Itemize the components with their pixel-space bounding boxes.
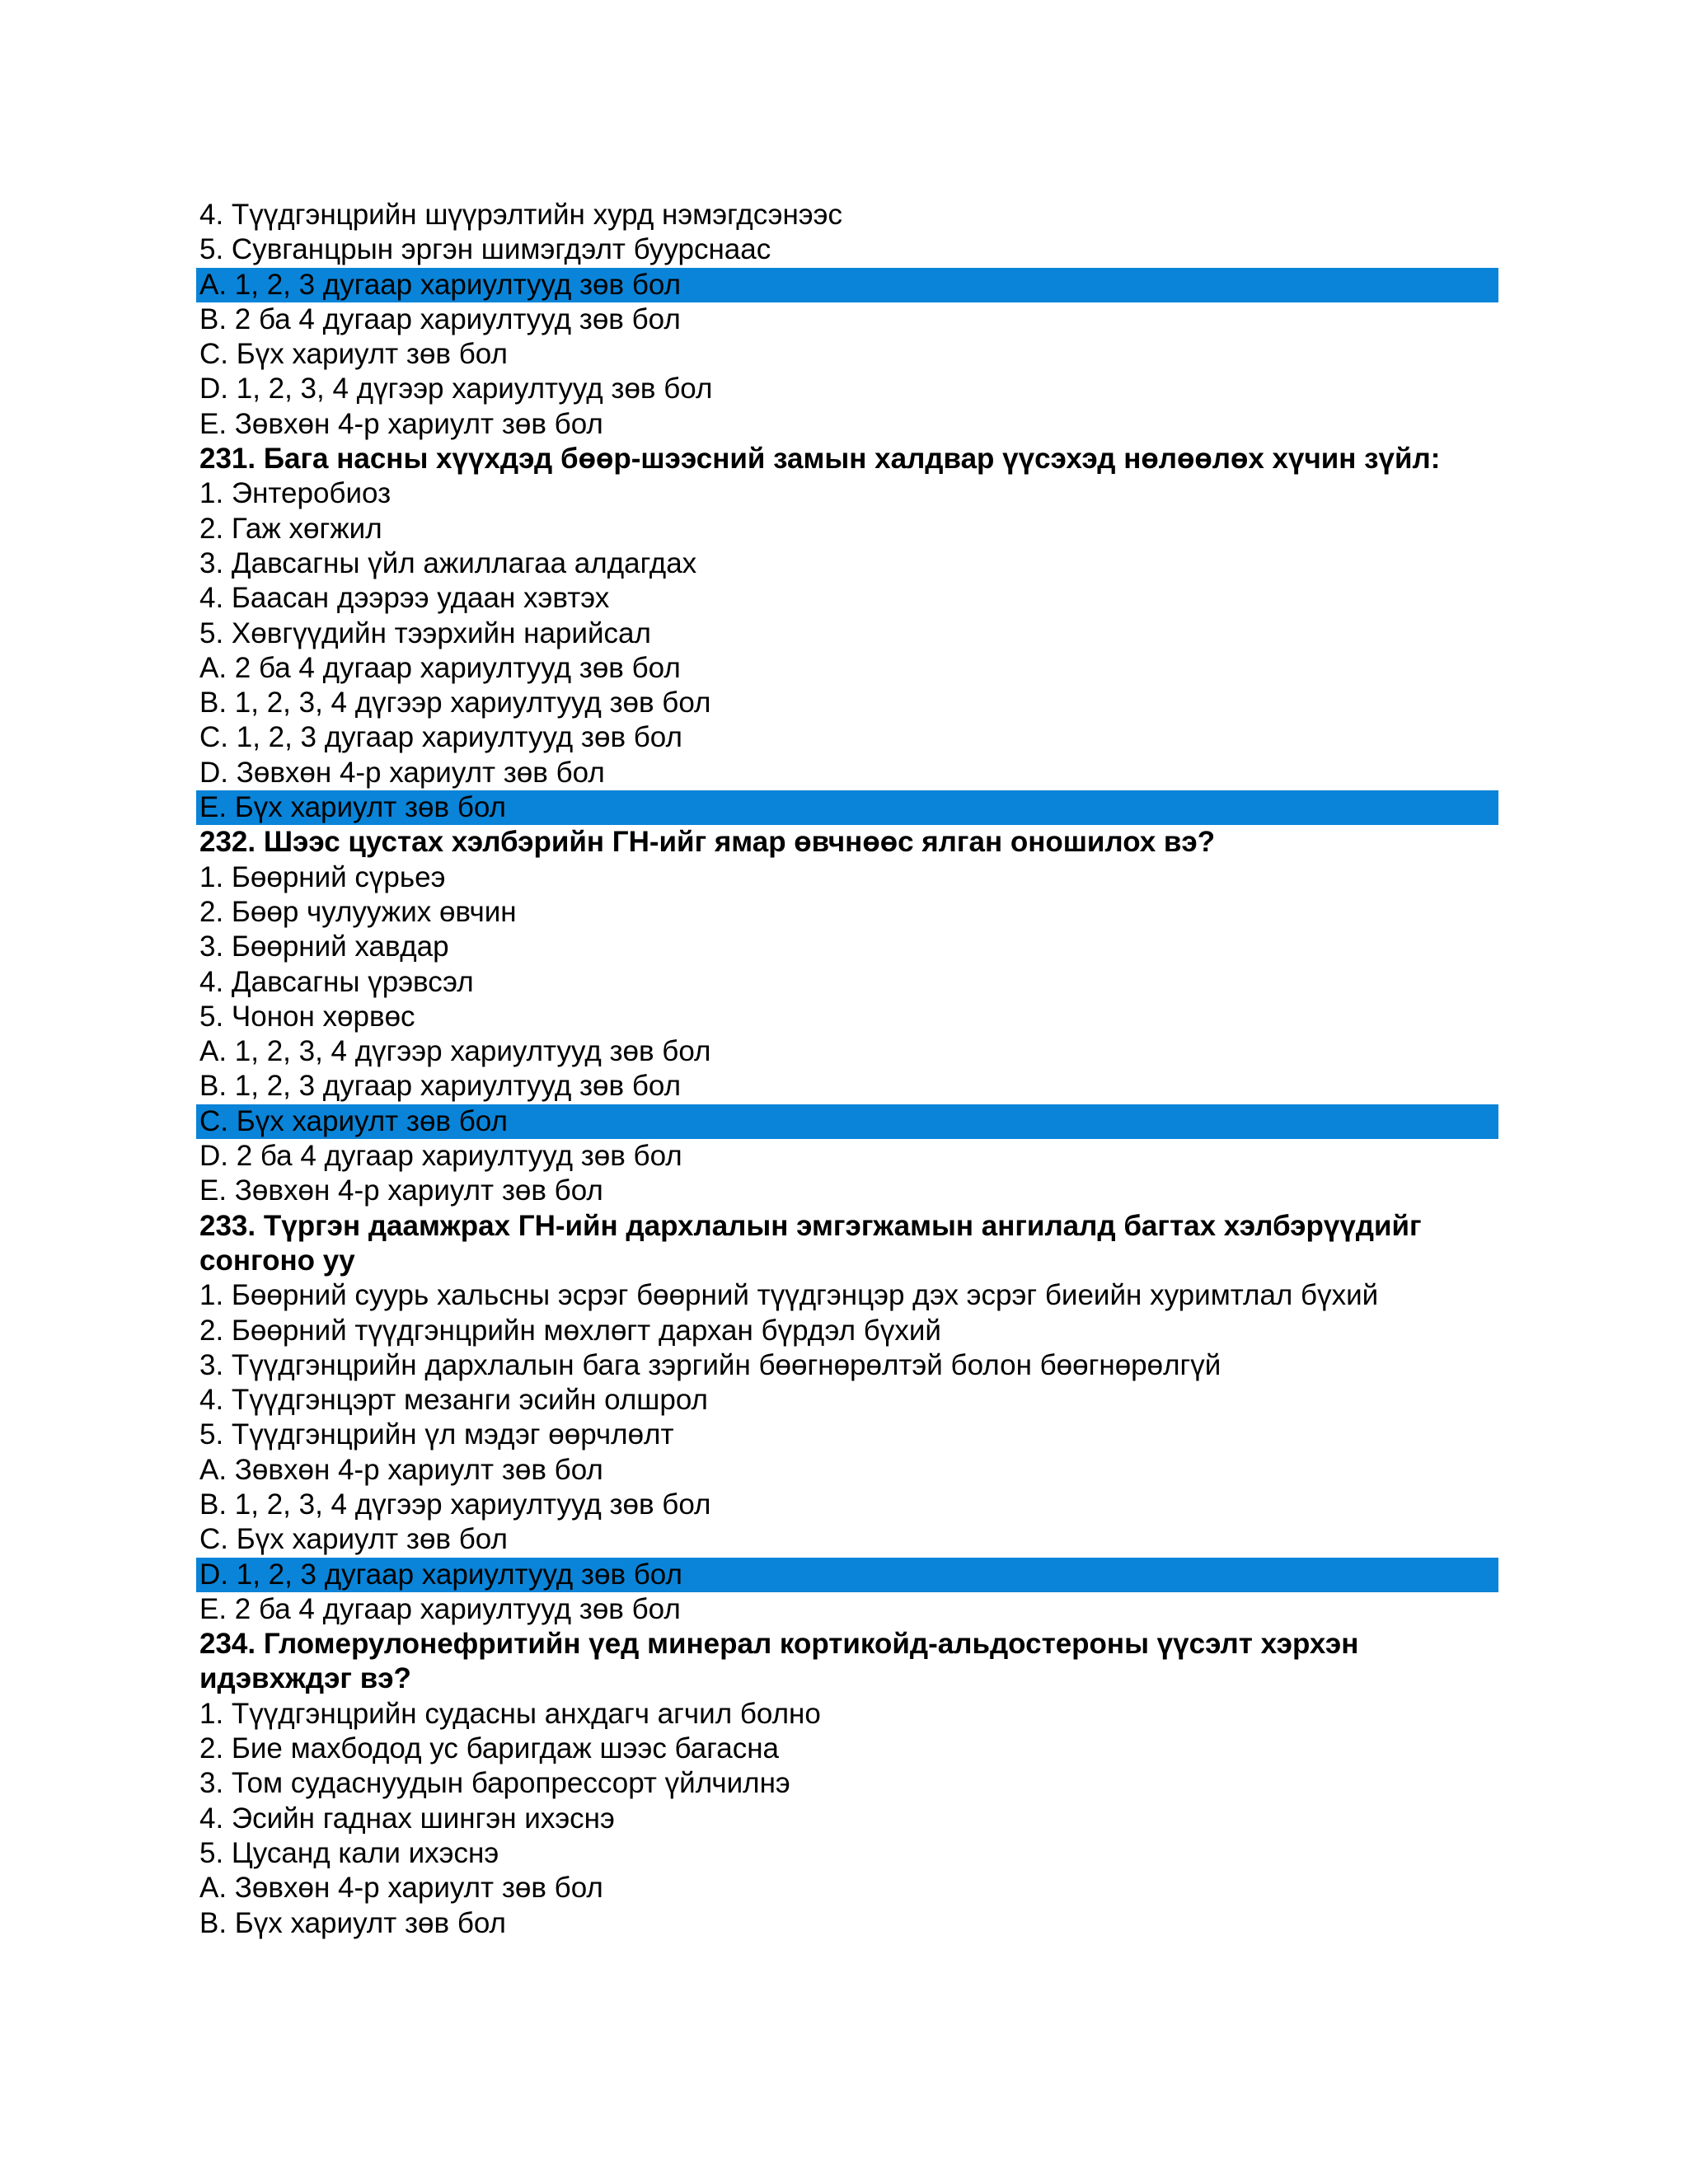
highlighted-answer-option: E. Бүх хариулт зөв бол <box>196 790 1498 825</box>
answer-option: B. Бүх хариулт зөв бол <box>199 1906 506 1939</box>
question-heading: 231. Бага насны хүүхдэд бөөр-шээсний замын халдвар үүсэхэд нөлөөлөх хүчин зүйл: <box>199 443 1441 476</box>
highlighted-answer-option: C. Бүх хариулт зөв бол <box>196 1104 1498 1139</box>
answer-option: A. Зөвхөн 4-р хариулт зөв бол <box>199 1872 603 1905</box>
answer-option: B. 1, 2, 3 дугаар хариултууд зөв бол <box>199 1070 681 1103</box>
answer-item: 1. Бөөрний суурь хальсны эсрэг бөөрний түүдгэнцэр дэх эсрэг биеийн хуримтлал бүхий <box>199 1279 1379 1312</box>
answer-option: C. 1, 2, 3 дугаар хариултууд зөв бол <box>199 721 682 754</box>
answer-item: 2. Гаж хөгжил <box>199 512 382 545</box>
answer-option: D. 1, 2, 3, 4 дүгээр хариултууд зөв бол <box>199 373 713 405</box>
question-heading: 232. Шээс цустах хэлбэрийн ГН-ийг ямар өвчнөөс ялган оношилох вэ? <box>199 826 1216 859</box>
answer-option: E. Зөвхөн 4-р хариулт зөв бол <box>199 407 603 440</box>
answer-item: 2. Бөөрний түүдгэнцрийн мөхлөгт дархан бүрдэл бүхий <box>199 1314 941 1347</box>
question-heading: 233. Түргэн даамжрах ГН-ийн дархлалын эмгэгжамын ангилалд багтах хэлбэрүүдийг сонгоно уу <box>199 1209 1422 1277</box>
answer-item: 2. Бие махбодод ус баригдаж шээс багасна <box>199 1732 780 1765</box>
answer-item: 5. Чонон хөрвөс <box>199 1000 415 1033</box>
answer-item: 5. Цусанд кали ихэснэ <box>199 1836 499 1869</box>
answer-option: B. 1, 2, 3, 4 дүгээр хариултууд зөв бол <box>199 687 711 719</box>
highlighted-answer-option: D. 1, 2, 3 дугаар хариултууд зөв бол <box>196 1558 1498 1592</box>
highlighted-answer-option: A. 1, 2, 3 дугаар хариултууд зөв бол <box>196 268 1498 302</box>
answer-option: A. Зөвхөн 4-р хариулт зөв бол <box>199 1453 603 1486</box>
answer-item: 2. Бөөр чулуужих өвчин <box>199 895 517 928</box>
question-heading: 234. Гломерулонефритийн үед минерал кортикойд-альдостероны үүсэлт хэрхэн идэвхждэг вэ? <box>199 1628 1359 1695</box>
answer-item: 4. Түүдгэнцэрт мезанги эсийн олшрол <box>199 1384 708 1417</box>
answer-item: 3. Давсагны үйл ажиллагаа алдагдах <box>199 546 697 579</box>
answer-item: 3. Түүдгэнцрийн дархлалын бага зэргийн бөөгнөрөлтэй болон бөөгнөрөлгүй <box>199 1348 1221 1381</box>
answer-item: 4. Түүдгэнцрийн шүүрэлтийн хурд нэмэгдсэнээс <box>199 199 843 231</box>
answer-item: 3. Бөөрний хавдар <box>199 930 449 963</box>
answer-option: A. 2 ба 4 дугаар хариултууд зөв бол <box>199 651 681 684</box>
answer-item: 3. Том судаснуудын баропрессорт үйлчилнэ <box>199 1767 790 1800</box>
answer-option: E. Зөвхөн 4-р хариулт зөв бол <box>199 1174 603 1207</box>
document-body <box>196 198 1498 1941</box>
answer-option: E. 2 ба 4 дугаар хариултууд зөв бол <box>199 1592 681 1625</box>
answer-item: 5. Хөвгүүдийн тээрхийн нарийсал <box>199 616 651 649</box>
answer-option: A. 1, 2, 3, 4 дүгээр хариултууд зөв бол <box>199 1035 711 1068</box>
answer-option: D. 2 ба 4 дугаар хариултууд зөв бол <box>199 1140 682 1173</box>
answer-option: D. Зөвхөн 4-р хариулт зөв бол <box>199 756 605 789</box>
answer-option: B. 1, 2, 3, 4 дүгээр хариултууд зөв бол <box>199 1488 711 1521</box>
answer-item: 4. Баасан дээрээ удаан хэвтэх <box>199 582 610 615</box>
answer-item: 5. Сувганцрын эргэн шимэгдэлт буурснаас <box>199 233 771 266</box>
answer-option: C. Бүх хариулт зөв бол <box>199 1523 508 1556</box>
answer-item: 1. Бөөрний сүрьеэ <box>199 860 446 893</box>
answer-option: B. 2 ба 4 дугаар хариултууд зөв бол <box>199 302 681 335</box>
answer-option: C. Бүх хариулт зөв бол <box>199 338 508 371</box>
answer-item: 1. Түүдгэнцрийн судасны анхдагч агчил болно <box>199 1697 821 1730</box>
answer-item: 4. Давсагны үрэвсэл <box>199 965 474 998</box>
answer-item: 1. Энтеробиоз <box>199 477 392 510</box>
answer-item: 5. Түүдгэнцрийн үл мэдэг өөрчлөлт <box>199 1418 674 1451</box>
answer-item: 4. Эсийн гаднах шингэн ихэснэ <box>199 1802 615 1835</box>
